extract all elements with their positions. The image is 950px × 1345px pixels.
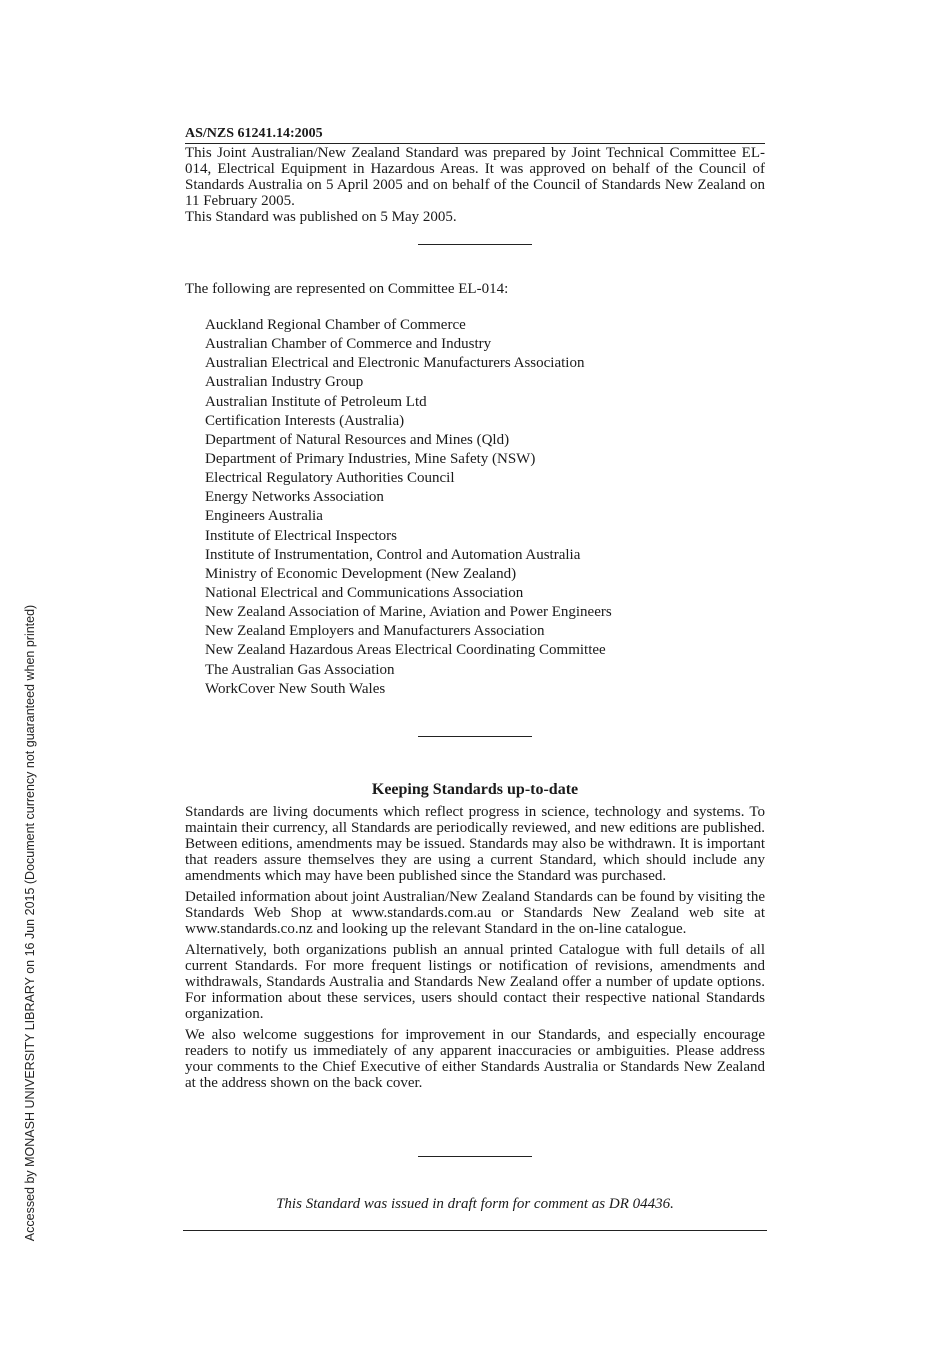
section-divider [418,1156,532,1157]
keeping-standards-body [185,804,765,1096]
committee-member: The Australian Gas Association [205,661,395,678]
committee-member: National Electrical and Communications Association [205,584,524,601]
committee-intro: The following are represented on Committee EL-014: [185,281,509,297]
committee-member: New Zealand Hazardous Areas Electrical Coordinating Committee [205,642,606,659]
committee-member: Australian Electrical and Electronic Manufacturers Association [205,355,585,372]
committee-member: New Zealand Employers and Manufacturers Association [205,623,545,640]
committee-member: Department of Primary Industries, Mine Safety (NSW) [205,450,536,467]
committee-member-list [205,316,612,699]
committee-member: WorkCover New South Wales [205,680,386,697]
access-watermark: Accessed by MONASH UNIVERSITY LIBRARY on 16 Jun 2015 (Document currency not guaranteed when printed) [23,604,37,1242]
body-paragraph: Standards are living documents which reflect progress in science, technology and systems. To maintain their currency, all Standards are periodically reviewed, and new editions are published. Between editions, amendments may be issued. Standards may also be withdrawn. It is important that readers assure themselves they are using a current Standard, which should include any amendments which may have been published since the Standard was purchased. [185,804,765,884]
body-paragraph: We also welcome suggestions for improvement in our Standards, and especially encourage readers to notify us immediately of any apparent inaccuracies or ambiguities. Please address your comments to the Chief Executive of either Standards Australia or Standards New Zealand at the address shown on the back cover. [185,1027,765,1091]
body-paragraph: Detailed information about joint Australian/New Zealand Standards can be found by visiting the Standards Web Shop at www.standards.com.au or Standards New Zealand web site at www.standards.co.nz and looking up the relevant Standard in the on-line catalogue. [185,889,765,937]
committee-member: Electrical Regulatory Authorities Council [205,470,455,487]
body-paragraph: Alternatively, both organizations publish an annual printed Catalogue with full details of all current Standards. For more frequent listings or notification of revisions, amendments and withdrawals, Standards Australia and Standards New Zealand offer a number of update options. For information about these services, users should contact their respective national Standards organization. [185,942,765,1022]
committee-member: Institute of Instrumentation, Control and Automation Australia [205,546,581,563]
preparation-paragraph: This Joint Australian/New Zealand Standard was prepared by Joint Technical Committee EL-014, Electrical Equipment in Hazardous Areas. It was approved on behalf of the Council of Standards Australia on 5 April 2005 and on behalf of the Council of Standards New Zealand on 11 February 2005. [185,145,765,209]
section-divider [418,244,532,245]
committee-member: Certification Interests (Australia) [205,412,405,429]
footer-rule [183,1230,767,1231]
preparation-block [185,145,765,225]
committee-member: Auckland Regional Chamber of Commerce [205,317,466,333]
committee-member: Australian Chamber of Commerce and Industry [205,336,492,353]
committee-member: Australian Institute of Petroleum Ltd [205,393,427,410]
committee-member: Institute of Electrical Inspectors [205,527,398,544]
committee-member: Ministry of Economic Development (New Zealand) [205,565,517,582]
committee-member: Energy Networks Association [205,489,384,506]
publication-date: This Standard was published on 5 May 2005. [185,209,457,225]
keeping-standards-heading: Keeping Standards up-to-date [371,781,579,798]
committee-member: Australian Industry Group [205,374,364,391]
section-divider [418,736,532,737]
committee-member: Engineers Australia [205,508,323,525]
draft-note: This Standard was issued in draft form for comment as DR 04436. [276,1196,674,1212]
committee-member: New Zealand Association of Marine, Aviation and Power Engineers [205,604,612,621]
document-identifier: AS/NZS 61241.14:2005 [185,126,765,144]
committee-member: Department of Natural Resources and Mines (Qld) [205,431,510,448]
